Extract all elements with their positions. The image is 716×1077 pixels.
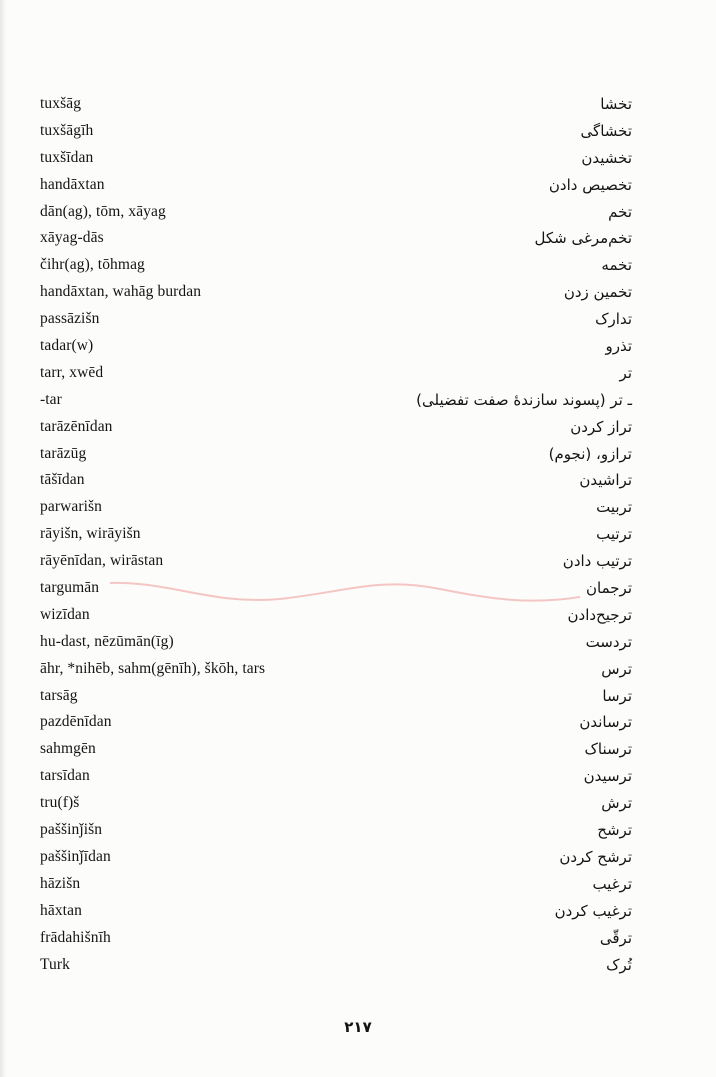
persian-term: ترغیب کردن <box>554 901 632 920</box>
dictionary-entry <box>40 604 632 631</box>
persian-term: ترتیب <box>596 525 632 544</box>
persian-term: تُرک <box>606 955 632 974</box>
pahlavi-term: tarr, xwēd <box>40 363 104 381</box>
dictionary-entry <box>40 227 632 254</box>
entry-list <box>40 93 632 980</box>
dictionary-entry <box>40 792 632 819</box>
pahlavi-term: tuxšīdan <box>40 148 94 166</box>
pahlavi-term: dān(ag), tōm, xāyag <box>40 202 166 220</box>
dictionary-entry <box>40 469 632 496</box>
page-number: ۲۱۷ <box>344 1018 372 1036</box>
pahlavi-term: rāyišn, wirāyišn <box>40 525 141 543</box>
dictionary-entry <box>40 254 632 281</box>
dictionary-entry <box>40 954 632 981</box>
dictionary-entry <box>40 900 632 927</box>
dictionary-entry <box>40 550 632 577</box>
persian-term: ترساندن <box>579 713 632 732</box>
pahlavi-term: tuxšāgīh <box>40 121 94 139</box>
dictionary-entry <box>40 685 632 712</box>
persian-term: تذرو <box>605 337 632 356</box>
pahlavi-term: paššinǰišn <box>40 821 103 839</box>
persian-term: تراز کردن <box>570 417 632 436</box>
persian-term: ترغیب <box>592 874 632 893</box>
pahlavi-term: parwarišn <box>40 498 103 516</box>
dictionary-entry <box>40 738 632 765</box>
persian-term: تخم‌مرغی شکل <box>534 229 632 248</box>
persian-term: تر <box>619 363 632 382</box>
page-edge-shadow <box>0 0 6 1077</box>
persian-term: تخمین زدن <box>563 283 632 302</box>
pahlavi-term: tuxšāg <box>40 95 82 112</box>
pahlavi-term: wizīdan <box>40 605 90 623</box>
persian-term: ترجمان <box>586 579 632 598</box>
dictionary-entry <box>40 281 632 308</box>
pahlavi-term: Turk <box>40 955 70 973</box>
persian-term: تراشیدن <box>579 471 632 490</box>
pahlavi-term: -tar <box>40 390 62 408</box>
dictionary-entry <box>40 416 632 443</box>
persian-term: تردست <box>585 632 632 651</box>
persian-term: ترسناک <box>584 740 632 759</box>
pahlavi-term: tru(f)š <box>40 794 80 812</box>
persian-term: ترشح کردن <box>559 847 632 866</box>
dictionary-entry <box>40 389 632 416</box>
persian-term: ترجیح‌دادن <box>567 605 632 624</box>
pahlavi-term: xāyag-dās <box>40 229 104 247</box>
dictionary-entry <box>40 308 632 335</box>
dictionary-entry <box>40 443 632 470</box>
dictionary-entry <box>40 873 632 900</box>
persian-term: تخشیدن <box>581 148 632 167</box>
dictionary-entry <box>40 335 632 362</box>
dictionary-entry <box>40 362 632 389</box>
dictionary-entry <box>40 658 632 685</box>
persian-term: ترش <box>601 794 632 813</box>
pahlavi-term: tarsīdan <box>40 767 90 785</box>
dictionary-entry <box>40 93 632 120</box>
dictionary-entry <box>40 147 632 174</box>
persian-term: تخمه <box>601 256 632 275</box>
pahlavi-term: sahmgēn <box>40 740 96 758</box>
pahlavi-term: hu-dast, nēzūmān(īg) <box>40 632 174 650</box>
pahlavi-term: passāzišn <box>40 310 100 328</box>
dictionary-entry <box>40 523 632 550</box>
persian-term: تربیت <box>596 498 632 517</box>
pahlavi-term: handāxtan, wahāg burdan <box>40 283 202 301</box>
persian-term: تخشاگی <box>580 121 632 140</box>
persian-term: ترشح <box>597 821 632 840</box>
pahlavi-term: targumān <box>40 579 100 597</box>
pahlavi-term: tarāzēnīdan <box>40 417 113 435</box>
persian-term: تخم <box>608 202 632 221</box>
pahlavi-term: paššinǰīdan <box>40 847 111 865</box>
dictionary-entry <box>40 927 632 954</box>
dictionary-entry <box>40 711 632 738</box>
dictionary-entry <box>40 201 632 228</box>
persian-term: تخشا <box>600 95 632 113</box>
dictionary-entry <box>40 631 632 658</box>
persian-term: ترازو، (نجوم) <box>548 444 632 463</box>
dictionary-entry <box>40 819 632 846</box>
persian-term: ترقّی <box>599 928 632 947</box>
persian-term: تخصیص دادن <box>548 175 632 194</box>
persian-term: تدارک <box>595 310 632 329</box>
dictionary-entry <box>40 496 632 523</box>
pahlavi-term: tarsāg <box>40 686 78 704</box>
pahlavi-term: āhr, *nihēb, sahm(gēnīh), škōh, tars <box>40 659 266 677</box>
pahlavi-term: tadar(w) <box>40 337 94 355</box>
persian-term: ترتیب دادن <box>562 552 632 571</box>
persian-term: ترسا <box>602 686 632 705</box>
pahlavi-term: hāxtan <box>40 901 82 919</box>
dictionary-entry <box>40 765 632 792</box>
persian-term: ترس <box>601 659 632 678</box>
persian-term: ترسیدن <box>583 767 632 786</box>
dictionary-entry <box>40 577 632 604</box>
pahlavi-term: tarāzūg <box>40 444 87 462</box>
pahlavi-term: hāzišn <box>40 874 81 892</box>
dictionary-entry <box>40 846 632 873</box>
pahlavi-term: tāšīdan <box>40 471 85 489</box>
dictionary-entry <box>40 174 632 201</box>
pahlavi-term: frādahišnīh <box>40 928 111 946</box>
dictionary-entry <box>40 120 632 147</box>
persian-term: ـ تر (پسوند سازندهٔ صفت تفضیلی) <box>416 390 632 409</box>
pahlavi-term: pazdēnīdan <box>40 713 112 731</box>
pahlavi-term: rāyēnīdan, wirāstan <box>40 552 164 570</box>
pahlavi-term: čihr(ag), tōhmag <box>40 256 145 274</box>
pahlavi-term: handāxtan <box>40 175 105 193</box>
